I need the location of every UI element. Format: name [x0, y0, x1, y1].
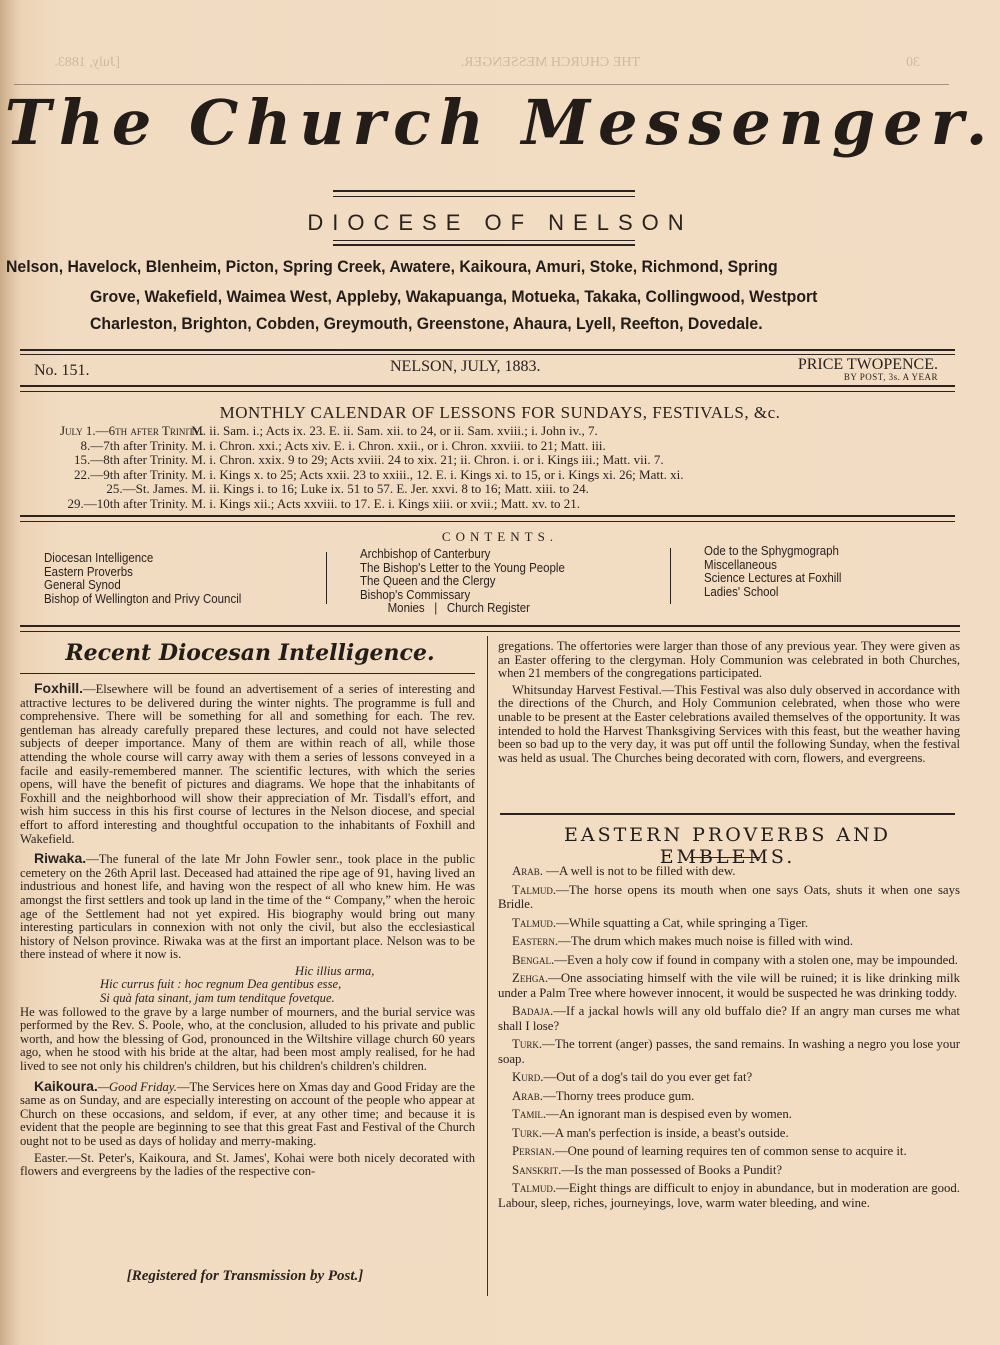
proverb: Turk.—The torrent (anger) passes, the sand remains. In washing a negro you lose your soap.: [498, 1037, 960, 1066]
masthead-title: The Church Messenger.: [4, 86, 996, 159]
contents-item: Eastern Proverbs: [44, 564, 133, 579]
contents-item: General Synod: [44, 578, 121, 592]
issue-number: No. 151.: [34, 362, 90, 379]
calendar-table: [60, 424, 683, 511]
divider: [20, 521, 955, 522]
proverb: Arab.—Thorny trees produce gum.: [512, 1088, 695, 1103]
divider: [20, 625, 960, 627]
proverb: Kurd.—Out of a dog's tail do you ever get fat?: [512, 1070, 753, 1084]
calendar-row: 25.—St. James. M. ii. Kings i. to 16; Luke ix. 51 to 57. E. Jer. xxvi. 8 to 16; Matt. xiii. to 24.: [106, 481, 589, 496]
contents-column-3: [704, 545, 841, 599]
parish-list-line-3: Charleston, Brighton, Cobden, Greymouth, Greenstone, Ahaura, Lyell, Reefton, Dovedale.: [90, 314, 763, 333]
intelligence-column: [20, 682, 475, 1182]
contents-item: Ladies' School: [704, 584, 779, 599]
ghost-page-number: 30: [906, 55, 920, 70]
parish-list-line-1: Nelson, Havelock, Blenheim, Picton, Spring Creek, Awatere, Kaikoura, Amuri, Stoke, Richmond, Spring: [6, 257, 778, 276]
contents-item: Monies | Church Register: [387, 601, 530, 615]
calendar-row: 15.—8th after Trinity. M. i. Chron. xxix. 9 to 29; Acts xviii. 24 to xix. 21; ii. Chron. i. or i. Kings iii.; Matt. vii. 7.: [74, 452, 664, 467]
divider: [333, 244, 635, 246]
calendar-row: July 1.—6th after Trinity. M. ii. Sam. i.; Acts ix. 23. E. ii. Sam. xii. to 24, or ii. Sam. xviii.; i. John iv., 7.: [60, 423, 598, 438]
contents-item: The Queen and the Clergy: [360, 574, 496, 588]
calendar-row: 8.—7th after Trinity. M. i. Chron. xxi.; Acts xiv. E. i. Chron. xxii., or i. Chron. xxviii. to 21; Matt. iii.: [80, 437, 606, 453]
column-divider: [326, 552, 327, 604]
issue-info-bar: [30, 358, 950, 386]
latin-verse: Hic illius arma, Hic currus fuit : hoc regnum Dea gentibus esse, Si quà fata sinant, jam tum tenditque fovetque.: [100, 963, 375, 1006]
contents-item: The Bishop's Letter to the Young People: [360, 560, 565, 575]
contents-column-2: [360, 548, 565, 616]
divider: [20, 385, 955, 387]
proverb: Arab. —A well is not to be filled with dew.: [512, 864, 736, 878]
divider: [333, 240, 635, 241]
divider: [333, 196, 635, 197]
contents-item: Miscellaneous: [704, 557, 777, 572]
proverb: Bengal.—Even a holy cow if found in company with a stolen one, may be impounded.: [512, 952, 958, 967]
registered-notice: [Registered for Transmission by Post.]: [126, 1268, 364, 1284]
contents-item: Bishop of Wellington and Privy Council: [44, 591, 242, 606]
ghost-rule: [14, 84, 949, 85]
calendar-row: 22.—9th after Trinity. M. i. Kings x. to 25; Acts xxii. 23 to xxiii., 12. E. i. Kings xi. to 15, or i. Kings xi. 26; Matt. xi.: [74, 466, 684, 482]
column-divider: [670, 548, 671, 604]
proverb: Tamil.—An ignorant man is despised even by women.: [512, 1107, 792, 1121]
divider: [20, 354, 955, 355]
issue-price: PRICE TWOPENCE.: [797, 356, 938, 373]
riwaka-article-cont: He was followed to the grave by a large number of mourners, and the burial service was performed by the Rev. S. Poole, who, at the conclusion, alluded to his private and public worth, and how the blessing of God, pronounced in the Wiltshire village church 60 years ago, when he stood with his bride at the altar, had been most amply realised, for he had lived to see not only his children's children, but his children's children's children.: [20, 1004, 475, 1074]
contents-item: Science Lectures at Foxhill: [704, 571, 842, 585]
riwaka-article: Riwaka.—The funeral of the late Mr John Fowler senr., took place in the public cemetery on the 26th April last. Deceased had attained the ripe age of 91, having lived an industrious and honest life, and having won the respect of all who knew him. He was amongst the first settlers and took up land in the time of the “ Company,” when the heroic age of the Settlement had not yet expired. His biography would bring out many interesting particulars in connexion with not only the civil, but also the ecclesiastical history of Nelson province. Riwaka was at the first an important place. Nelson was to be there instead of where it now is.: [20, 850, 475, 962]
postal-price: BY POST, 3s. A YEAR: [843, 372, 938, 382]
easter-article: Easter.—St. Peter's, Kaikoura, and St. James', Kohai were both nicely decorated with flowers and evergreens by the ladies of the respective con-: [20, 1150, 475, 1179]
column-separator: [487, 636, 488, 1296]
divider: [333, 190, 635, 192]
contents-item: Diocesan Intelligence: [44, 551, 154, 565]
contents-item: Ode to the Sphygmograph: [704, 544, 839, 558]
proverb: Badaja.—If a jackal howls will any old buffalo die? If an angry man curses me what shall I lose?: [498, 1004, 960, 1033]
proverb: Talmud.—The horse opens its mouth when one says Oats, shuts it when one says Bridle.: [498, 882, 960, 911]
ghost-date: [July, 1883.: [54, 55, 120, 70]
proverb: Talmud.—While squatting a Cat, while springing a Tiger.: [512, 915, 809, 930]
divider: [20, 631, 960, 632]
proverb: Sanskrit.—Is the man possessed of Books a Pundit?: [512, 1162, 783, 1177]
proverb: Zehga.—One associating himself with the vile will be ruined; it is like drinking milk under a Palm Tree where however innocent, it would be suspected he was drinking toddy.: [498, 971, 960, 1000]
calendar-title: MONTHLY CALENDAR OF LESSONS FOR SUNDAYS, FESTIVALS, &c.: [219, 403, 781, 422]
proverb: Talmud.—Eight things are difficult to enjoy in abundance, but in moderation are good. Labour, sleep, riches, journeyings, love, warm water bleeding, and wine.: [498, 1181, 960, 1210]
foxhill-article: Foxhill.—Elsewhere will be found an advertisement of a series of interesting and attractive lectures to be delivered during the winter nights. The programme is full and comprehensive. There will be something for all and something for each. The rev. gentleman has already carefully prepared these lectures, and could not have selected subjects of deeper importance. Many of them are within reach of all, while those attending the whole course will carry away with them a series of lessons conveyed in a facile and easily-remembered manner. The scientific lectures, with which the series opens, will have the benefit of pictures and diagrams. We hope that the inhabitants of Foxhill and the neighborhood will show their appreciation of Mr. Tisdall's effort, and wish him success in this his first course of lectures in the Nelson diocese, and special effort to afford interesting and thoughtful occupation to the inhabitants of Foxhill and Wakefield.: [20, 680, 475, 846]
divider: [500, 813, 955, 815]
parish-list-line-2: Grove, Wakefield, Waimea West, Appleby, Wakapuanga, Motueka, Takaka, Collingwood, Westport: [90, 287, 818, 306]
right-column: [498, 640, 960, 768]
calendar-row: 29.—10th after Trinity. M. i. Kings xii.; Acts xxviii. to 17. E. i. Kings xiii. or xvii.; Matt. xv. to 21.: [67, 495, 581, 511]
divider: [690, 857, 760, 858]
issue-date: NELSON, JULY, 1883.: [390, 358, 541, 375]
kaikoura-article: Kaikoura.—Good Friday.—The Services here on Xmas day and Good Friday are the same as on Sunday, and are especially interesting on account of the people who appear at Church on these occasions, and seldom, if ever, at any other time; and because it is evident that the people are beginning to see that this great Fast and Festival of the Church ought not to be used as days of holiday and merry-making.: [20, 1077, 475, 1148]
intelligence-heading: Recent Diocesan Intelligence.: [65, 640, 435, 666]
divider: [20, 349, 955, 351]
divider: [20, 391, 955, 392]
proverbs-heading: EASTERN PROVERBS AND EMBLEMS.: [564, 824, 891, 868]
whitsunday-article: Whitsunday Harvest Festival.—This Festival was also duly observed in accordance with the directions of the Church, and Holy Communion celebrated, when those who were unable to be present at the Easter celebrations availed themselves of the opportunity. It was intended to hold the Harvest Thanksgiving Services with this feast, but the weather having been so bad up to the very day, it was put off until the following Sunday, when the festival was held as usual. The Churches being decorated with corn, flowers, and evergreens.: [498, 682, 960, 765]
divider: [20, 515, 955, 517]
contents-item: Archbishop of Canterbury: [360, 547, 491, 561]
proverb: Eastern.—The drum which makes much noise is filled with wind.: [512, 934, 854, 948]
contents-title: CONTENTS.: [441, 529, 559, 544]
divider: [20, 673, 475, 674]
ghost-title: THE CHURCH MESSENGER.: [460, 55, 640, 70]
diocese-title: DIOCESE OF NELSON: [307, 210, 693, 235]
proverb: Turk.—A man's perfection is inside, a beast's outside.: [512, 1125, 789, 1140]
contents-item: Bishop's Commissary: [360, 587, 471, 602]
easter-article-cont: gregations. The offertories were larger than those of any previous year. They were given as an Easter offering to the clergyman. Holy Communion was celebrated in both Churches, when 21 members of the congregations participated.: [498, 639, 960, 681]
contents-column-1: [44, 552, 241, 606]
proverb: Persian.—One pound of learning requires ten of common sense to acquire it.: [512, 1144, 907, 1158]
proverbs-list: [498, 864, 960, 1214]
